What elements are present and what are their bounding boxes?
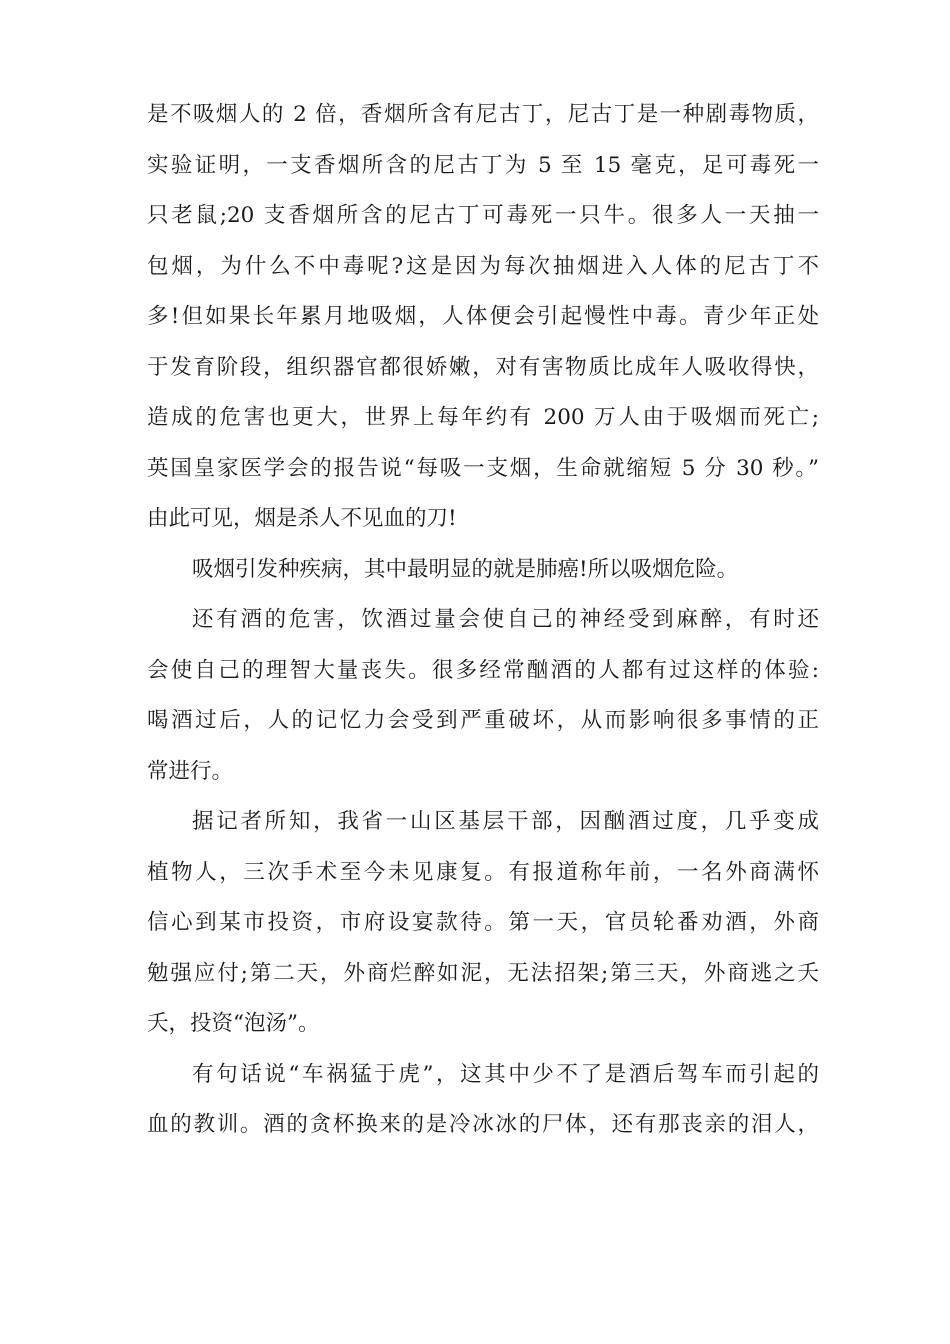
paragraph-drunk-driving (147, 1050, 819, 1151)
text-line: 勉强应付;第二天，外商烂醉如泥，无法招架;第三天，外商逃之夭 (147, 960, 819, 986)
text-line: 血的教训。酒的贪杯换来的是冷冰冰的尸体，还有那丧亲的泪人， (147, 1112, 819, 1137)
text-line: 夭，投资“泡汤”。 (147, 1011, 320, 1036)
text-line: 于发育阶段，组织器官都很娇嫩，对有害物质比成年人吸收得快， (147, 354, 819, 380)
text-line: 是不吸烟人的 2 倍，香烟所含有尼古丁，尼古丁是一种剧毒物质， (147, 102, 819, 127)
paragraph-smoking-harm (147, 90, 819, 545)
paragraph-alcohol-harm (147, 595, 819, 797)
text-line: 由此可见，烟是杀人不见血的刀! (147, 506, 457, 531)
text-line: 植物人，三次手术至今未见康复。有报道称年前，一名外商满怀 (147, 859, 819, 885)
document-body (147, 90, 819, 1151)
text-line: 有句话说“车祸猛于虎”，这其中少不了是酒后驾车而引起的 (192, 1061, 819, 1087)
text-line: 包烟，为什么不中毒呢?这是因为每次抽烟进入人体的尼古丁不 (147, 253, 819, 279)
text-line: 常进行。 (147, 758, 234, 784)
text-line: 多!但如果长年累月地吸烟，人体便会引起慢性中毒。青少年正处 (147, 304, 819, 329)
text-line: 英国皇家医学会的报告说“每吸一支烟，生命就缩短 5 分 30 秒。” (147, 455, 819, 481)
text-line: 据记者所知，我省一山区基层干部，因酗酒过度，几乎变成 (192, 809, 819, 834)
text-line: 实验证明，一支香烟所含的尼古丁为 5 至 15 毫克，足可毒死一 (147, 152, 819, 178)
text-line: 喝酒过后，人的记忆力会受到严重破坏，从而影响很多事情的正 (147, 708, 819, 733)
text-line: 还有酒的危害，饮酒过量会使自己的神经受到麻醉，有时还 (192, 607, 819, 632)
paragraph-reporter-account (147, 797, 819, 1050)
text-line: 信心到某市投资，市府设宴款待。第一天，官员轮番劝酒，外商 (147, 910, 819, 935)
text-line: 吸烟引发种疾病，其中最明显的就是肺癌!所以吸烟危险。 (192, 556, 739, 582)
paragraph-lung-cancer (147, 545, 819, 596)
text-line: 造成的危害也更大，世界上每年约有 200 万人由于吸烟而死亡; (147, 405, 819, 430)
text-line: 会使自己的理智大量丧失。很多经常酗酒的人都有过这样的体验: (147, 657, 819, 683)
text-line: 只老鼠;20 支香烟所含的尼古丁可毒死一只牛。很多人一天抽一 (147, 203, 819, 228)
